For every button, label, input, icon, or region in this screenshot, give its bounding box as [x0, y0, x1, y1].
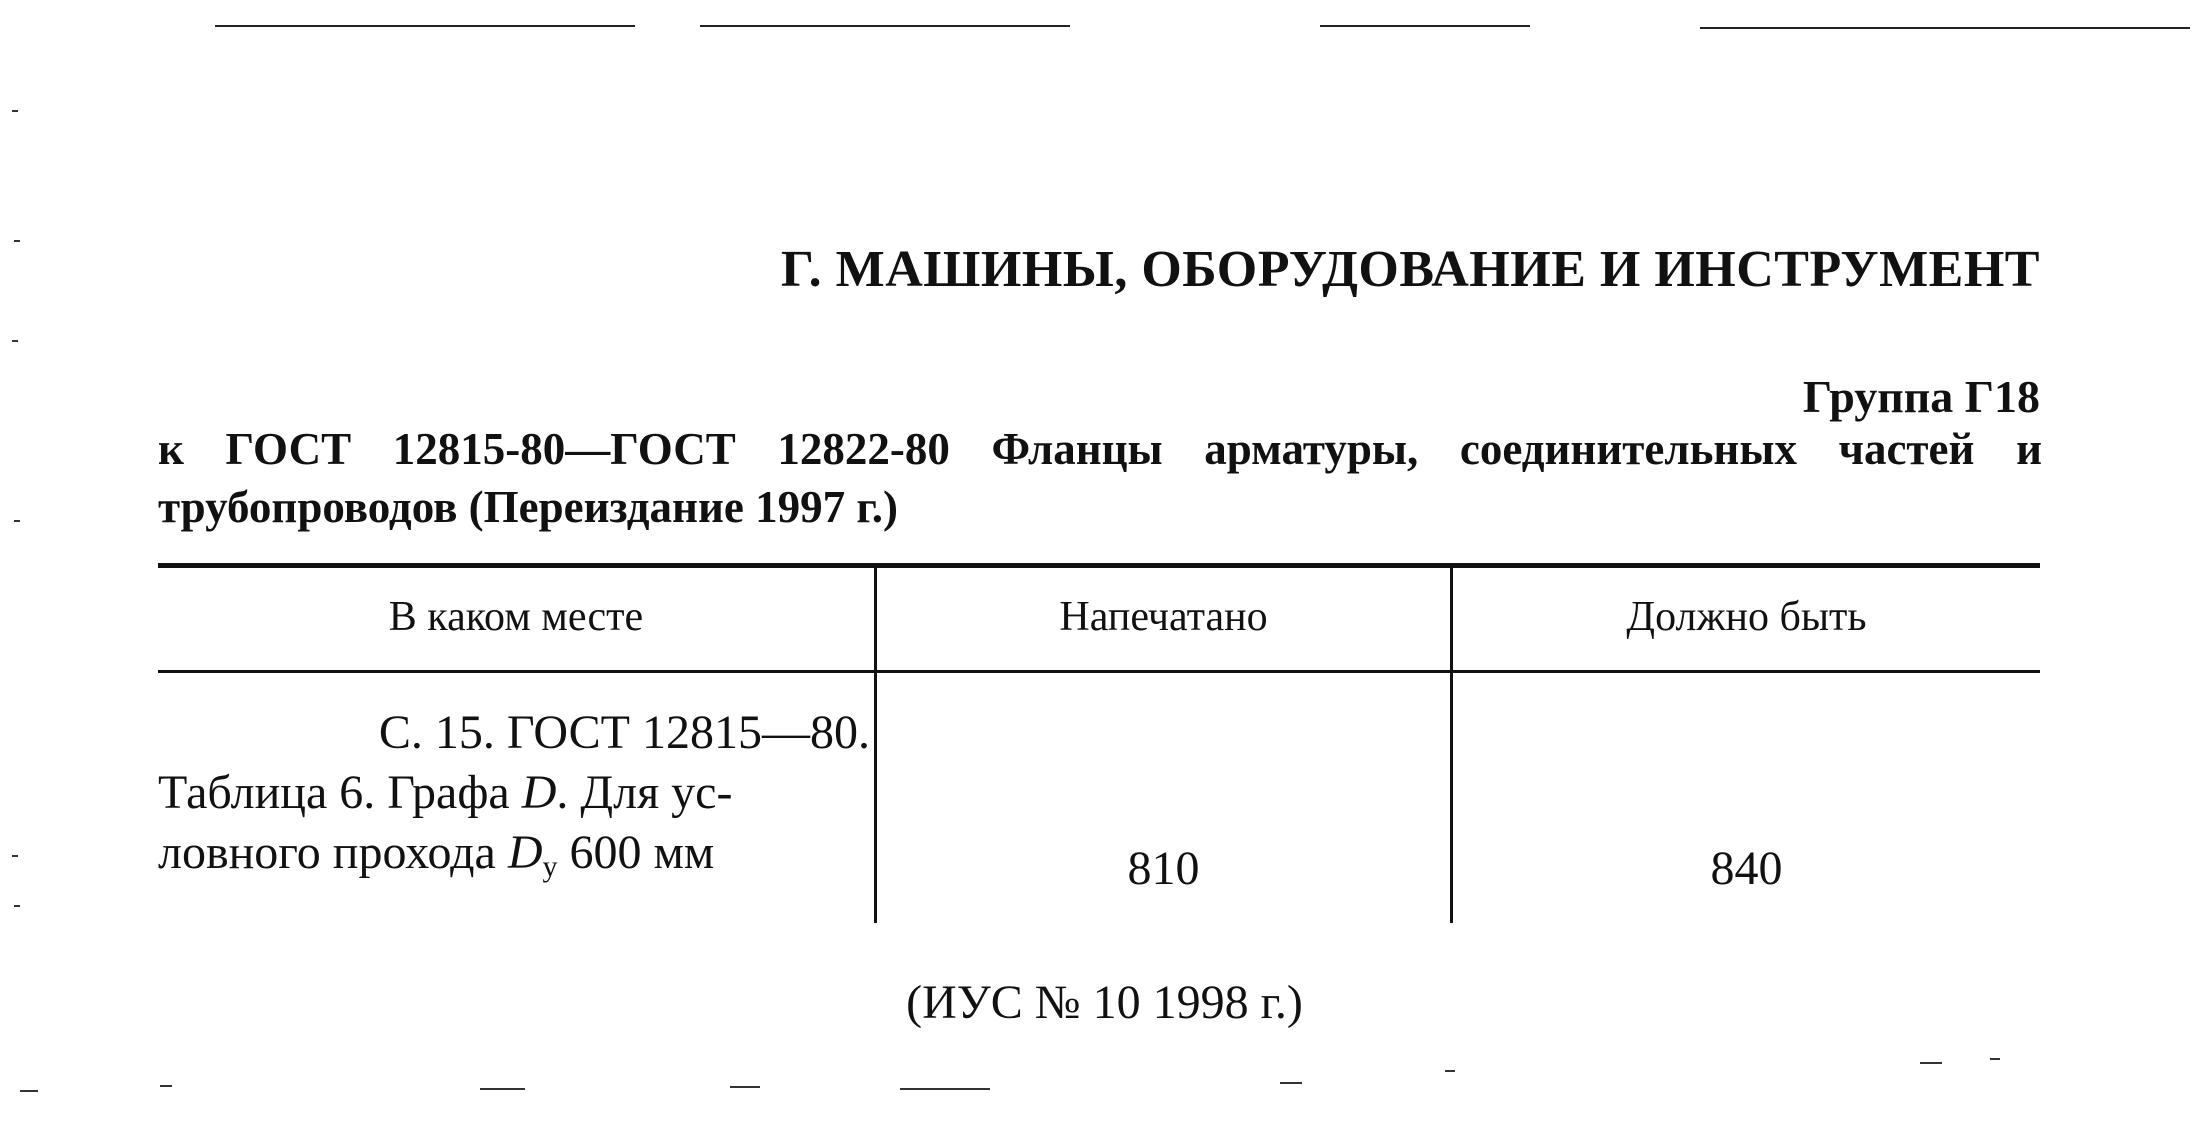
scan-speck [1445, 1070, 1455, 1072]
place-line-1: С. 15. ГОСТ 12815—80. [378, 706, 870, 759]
place-text: . Для ус- [556, 766, 733, 819]
variable-d: D [521, 766, 557, 819]
table-top-rule [158, 563, 2040, 568]
table-cell-should-be: 840 [1710, 842, 1783, 895]
scan-speck [1920, 1062, 1942, 1064]
scan-speck [1990, 1058, 2000, 1060]
scan-speck [14, 240, 20, 242]
errata-table [158, 563, 2040, 923]
variable-d: D [507, 826, 543, 879]
scan-speck [1280, 1082, 1302, 1084]
variable-subscript: у [542, 850, 558, 883]
table-cell-place [158, 703, 870, 897]
scan-speck [160, 1085, 172, 1087]
document-heading: к ГОСТ 12815-80—ГОСТ 12822-80 Фланцы арматуры, соединительных частей и трубопроводов (Переиздание 1997 г.) [158, 424, 2042, 532]
table-header-rule [158, 670, 2040, 673]
scan-artifact-line [215, 25, 635, 27]
scan-speck [12, 340, 18, 342]
scan-speck [20, 1090, 38, 1092]
table-cell-printed: 810 [1127, 842, 1200, 895]
scan-speck [900, 1088, 990, 1090]
scan-speck [12, 110, 18, 112]
scan-speck [730, 1086, 760, 1088]
scan-artifact-line [1320, 25, 1530, 27]
scan-artifact-line [1700, 27, 2190, 29]
scan-speck [14, 905, 20, 907]
column-header-should-be: Должно быть [1626, 594, 1867, 640]
place-text: ловного прохода [158, 826, 508, 879]
place-line-2 [158, 763, 870, 823]
footer-note: (ИУС № 10 1998 г.) [906, 976, 1303, 1029]
section-title: Г. МАШИНЫ, ОБОРУДОВАНИЕ И ИНСТРУМЕНТ [780, 241, 2040, 298]
place-text: 600 мм [557, 826, 715, 879]
scan-speck [14, 520, 20, 522]
group-label: Группа Г18 [1802, 371, 2040, 422]
scan-speck [12, 855, 18, 857]
place-text: Таблица 6. Графа [158, 766, 522, 819]
scan-speck [480, 1088, 525, 1090]
place-line-3 [158, 823, 870, 897]
scan-artifact-line [700, 25, 1070, 27]
column-header-printed: Напечатано [1059, 594, 1268, 640]
column-header-place: В каком месте [388, 594, 644, 640]
